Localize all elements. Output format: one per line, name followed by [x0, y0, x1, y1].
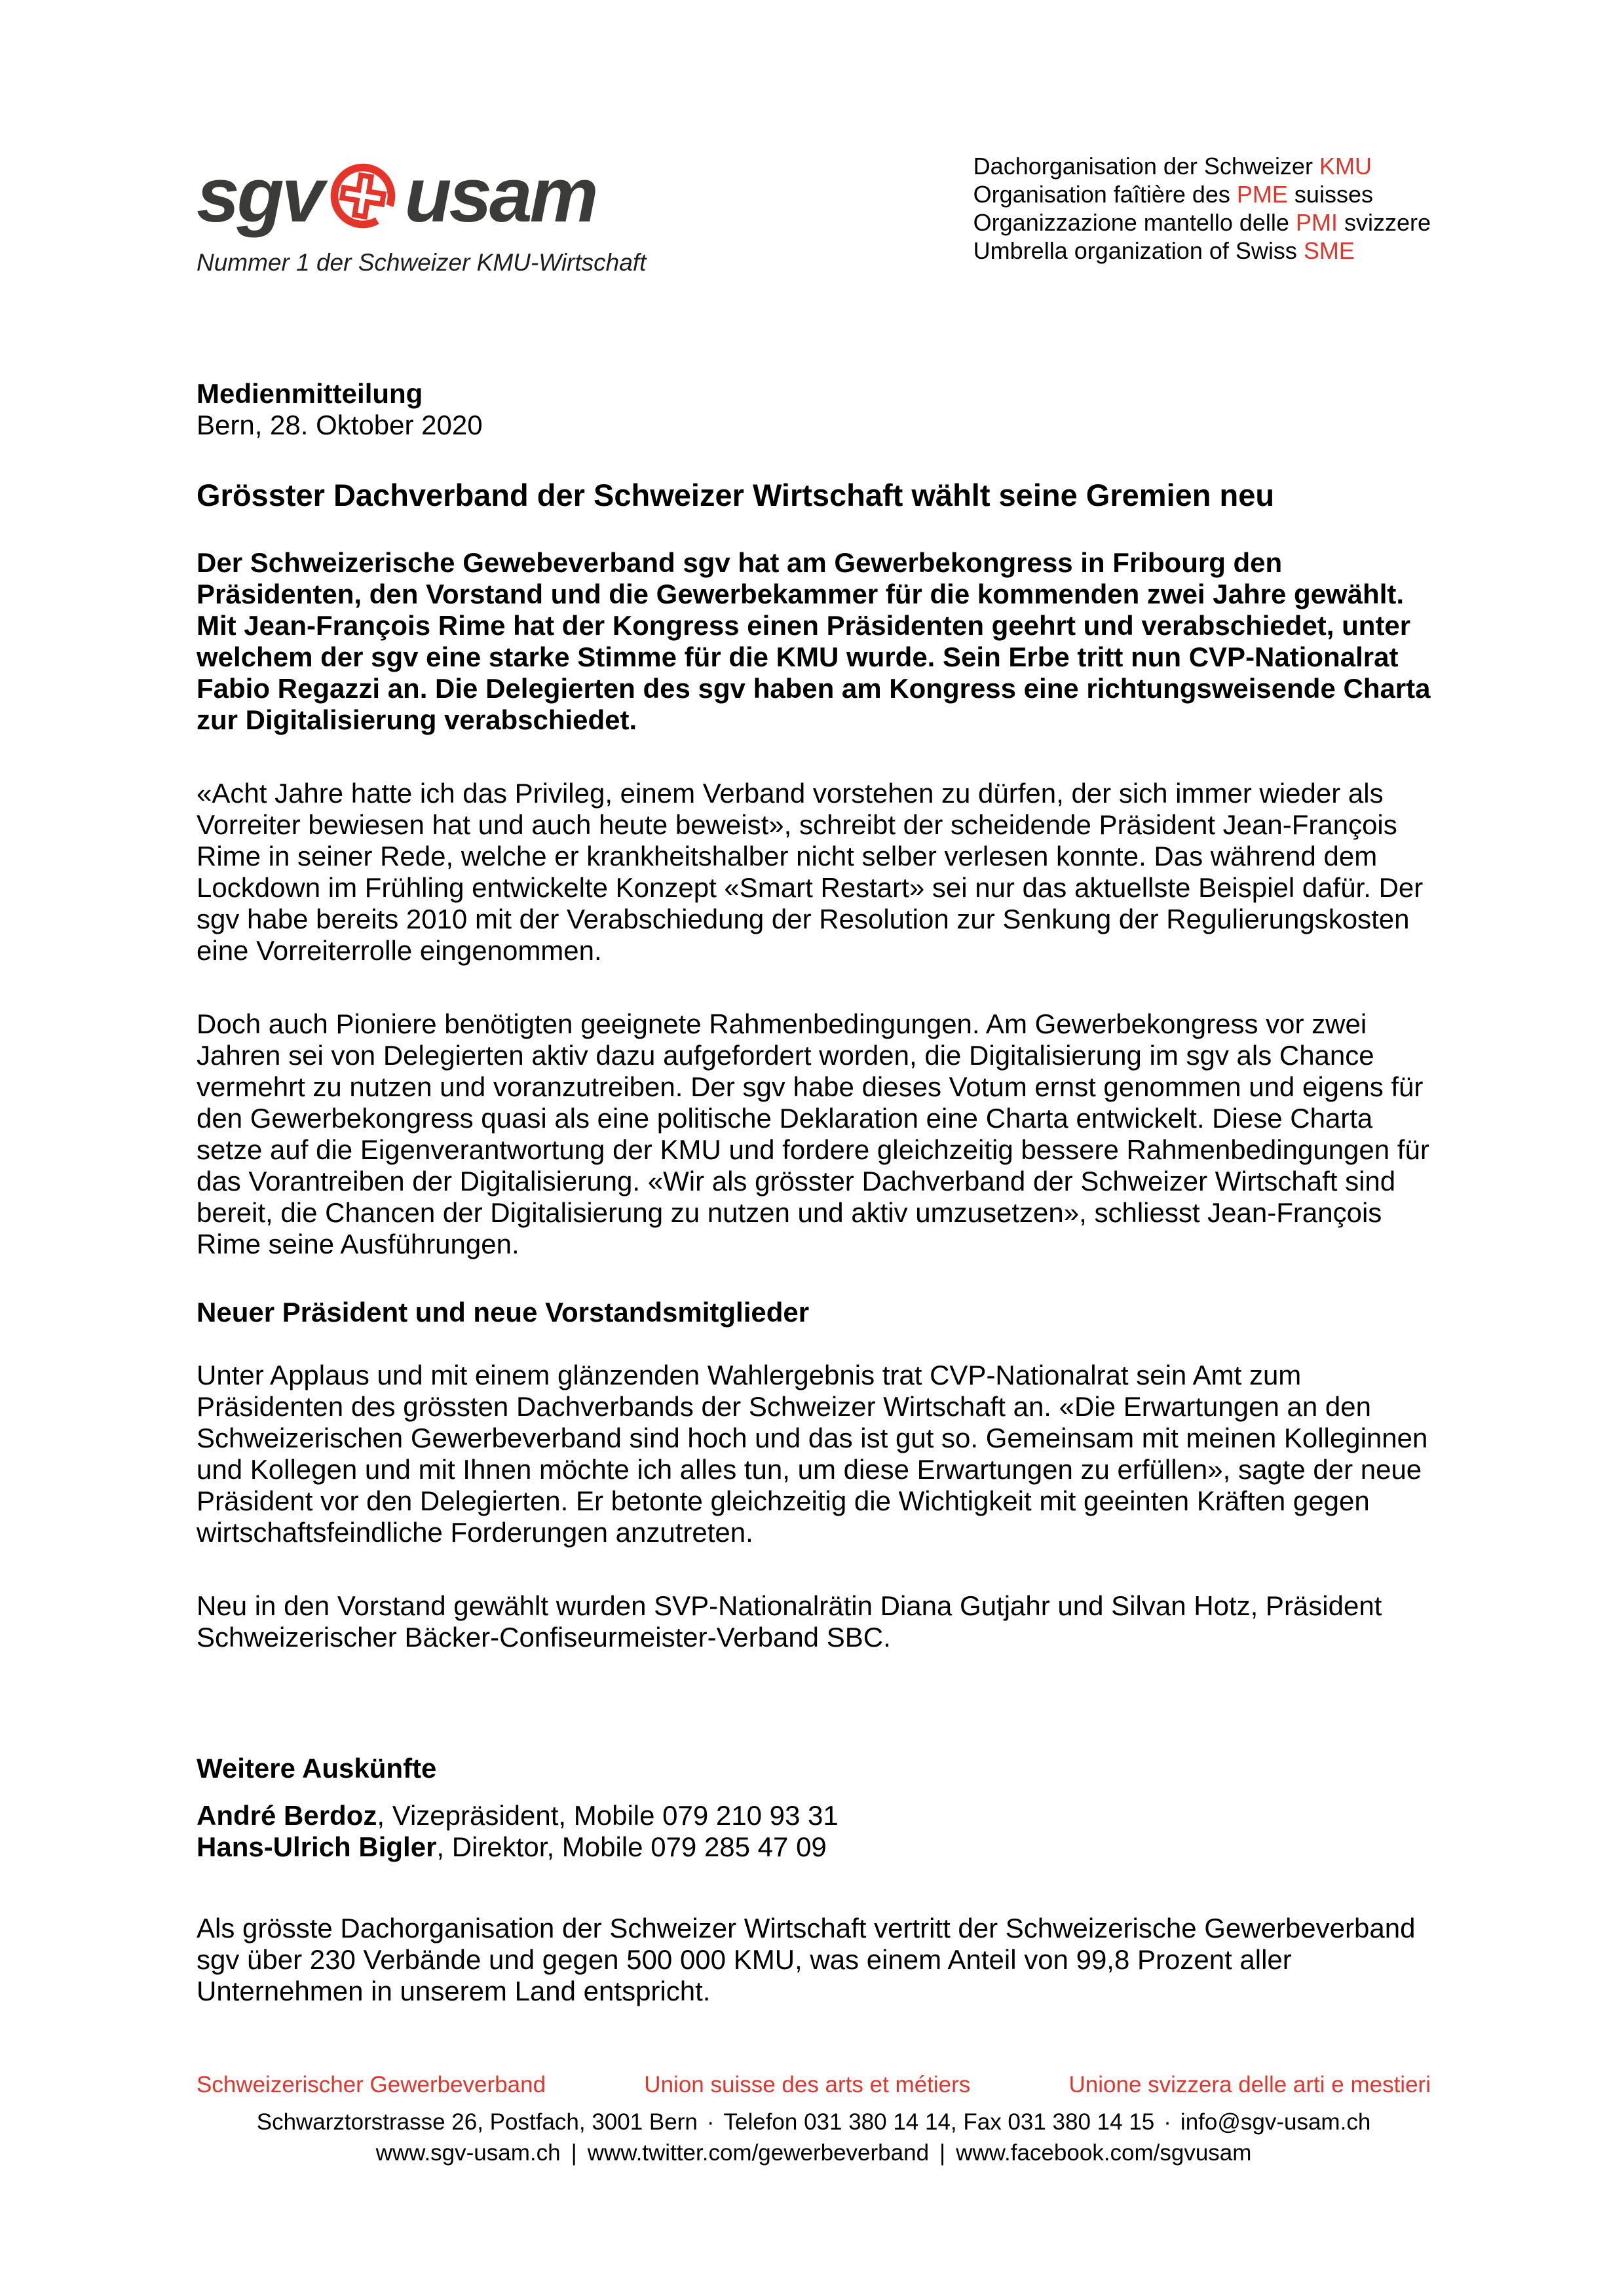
body-paragraph-4: Neu in den Vorstand gewählt wurden SVP-Nationalrätin Diana Gutjahr und Silvan Hotz, Präsident Schweizerischer Bäcker-Confiseurmeister-Verband SBC. [197, 1590, 1382, 1653]
footer-org-de: Schweizerischer Gewerbeverband [197, 2072, 546, 2097]
sgv-usam-logo [197, 151, 646, 278]
section-subhead: Neuer Präsident und neue Vorstandsmitglieder [197, 1297, 810, 1328]
boilerplate-paragraph: Als grösste Dachorganisation der Schweizer Wirtschaft vertritt der Schweizerische Gewerbeverband sgv über 230 Verbände und gegen 500 000 KMU, was einem Anteil von 99,8 Prozent aller Unternehmen in unserem Land entspricht. [197, 1913, 1416, 2006]
org-line-suffix: suisses [1287, 181, 1373, 208]
body-paragraph-2: Doch auch Pioniere benötigten geeignete Rahmenbedingungen. Am Gewerbekongress vor zwei Jahren sei von Delegierten aktiv dazu aufgefordert worden, die Digitalisierung im sgv als Chance vermehrt zu nutzen und voranzutreiben. Der sgv habe dieses Votum ernst genommen und eigens für den Gewerbekongress quasi als eine politische Deklaration eine Charta entwickelt. Diese Charta setze auf die Eigenverantwortung der KMU und fordere gleichzeitig bessere Rahmenbedingungen für das Vorantreiben der Digitalisierung. «Wir als grösster Dachverband der Schweizer Wirtschaft sind bereit, die Chancen der Digitalisierung zu nutzen und aktiv umzusetzen», schliesst Jean-François Rime seine Ausführungen. [197, 1008, 1429, 1259]
footer-facebook-link[interactable]: www.facebook.com/sgvusam [956, 2140, 1252, 2166]
footer-address-line [197, 2108, 1431, 2136]
dateline: Bern, 28. Oktober 2020 [197, 410, 483, 440]
org-line-de [973, 152, 1431, 180]
org-line-abbr: KMU [1319, 153, 1372, 180]
document-type-label: Medienmitteilung [197, 378, 423, 409]
footer-website-link[interactable]: www.sgv-usam.ch [375, 2140, 561, 2166]
contact-name: André Berdoz [197, 1800, 377, 1831]
footer-email-link[interactable]: info@sgv-usam.ch [1180, 2109, 1371, 2135]
org-line-abbr: SME [1303, 237, 1355, 264]
headline: Grösster Dachverband der Schweizer Wirtschaft wählt seine Gremien neu [197, 478, 1275, 512]
body-paragraph-1: «Acht Jahre hatte ich das Privileg, einem Verband vorstehen zu dürfen, der sich immer wieder als Vorreiter bewiesen hat und auch heute beweist», schreibt der scheidende Präsident Jean-François Rime in seiner Rede, welche er krankheitshalber nicht selber verlesen konnte. Das während dem Lockdown im Frühling entwickelte Konzept «Smart Restart» sei nur das aktuellste Beispiel dafür. Der sgv habe bereits 2010 mit der Verabschiedung der Resolution zur Senkung der Regulierungskosten eine Vorreiterrolle eingenommen. [197, 778, 1424, 966]
contact-name: Hans-Ulrich Bigler [197, 1831, 437, 1862]
footer-org-names [197, 2071, 1431, 2099]
org-line-text: Organisation faîtière des [973, 181, 1237, 208]
contact-list [197, 1800, 1431, 1863]
org-descriptions [973, 152, 1431, 265]
footer-twitter-link[interactable]: www.twitter.com/gewerbeverband [587, 2140, 930, 2166]
contact-line [197, 1831, 1431, 1863]
separator-bar: | [571, 2140, 577, 2166]
contact-details: , Vizepräsident, Mobile 079 210 93 31 [377, 1800, 839, 1831]
org-line-text: Dachorganisation der Schweizer [973, 153, 1319, 180]
footer-phone-fax: Telefon 031 380 14 14, Fax 031 380 14 15 [723, 2109, 1155, 2135]
logo-tagline: Nummer 1 der Schweizer KMU-Wirtschaft [197, 249, 647, 276]
page-header [197, 0, 1431, 278]
org-line-text: Organizzazione mantello delle [973, 209, 1296, 236]
org-line-en [973, 237, 1431, 265]
separator-bar: | [939, 2140, 946, 2166]
footer-address: Schwarztorstrasse 26, Postfach, 3001 Bern [256, 2109, 698, 2135]
logo-text-sgv: sgv [197, 152, 322, 239]
org-line-abbr: PMI [1295, 209, 1338, 236]
lead-paragraph: Der Schweizerische Gewebeverband sgv hat am Gewerbekongress in Fribourg den Präsidenten, den Vorstand und die Gewerbekammer für die kommenden zwei Jahre gewählt. Mit Jean-François Rime hat der Kongress einen Präsidenten geehrt und verabschiedet, unter welchem der sgv eine starke Stimme für die KMU wurde. Sein Erbe tritt nun CVP-Nationalrat Fabio Regazzi an. Die Delegierten des sgv haben am Kongress eine richtungsweisende Charta zur Digitalisierung verabschiedet. [197, 547, 1431, 735]
logo-wordmark [197, 151, 646, 240]
org-line-text: Umbrella organization of Swiss [973, 237, 1304, 264]
org-line-suffix: svizzere [1337, 209, 1431, 236]
separator-dot: · [706, 2109, 715, 2135]
footer-org-it: Unione svizzera delle arti e mestieri [1068, 2072, 1431, 2097]
contacts-section [197, 1753, 1431, 1863]
swiss-cross-circle-icon [328, 161, 398, 231]
org-line-it [973, 208, 1431, 237]
contact-details: , Direktor, Mobile 079 285 47 09 [436, 1831, 827, 1862]
org-line-fr [973, 180, 1431, 208]
page-footer [197, 2071, 1431, 2167]
logo-text-usam: usam [404, 152, 596, 239]
contact-line [197, 1800, 1431, 1831]
footer-links-line [197, 2139, 1431, 2167]
footer-org-fr: Union suisse des arts et métiers [644, 2072, 971, 2097]
document-meta [197, 378, 1431, 441]
contacts-heading: Weitere Auskünfte [197, 1753, 437, 1784]
body-paragraph-3: Unter Applaus und mit einem glänzenden Wahlergebnis trat CVP-Nationalrat sein Amt zum Präsidenten des grössten Dachverbands der Schweizer Wirtschaft an. «Die Erwartungen an den Schweizerischen Gewerbeverband sind hoch und das ist gut so. Gemeinsam mit meinen Kolleginnen und Kollegen und mit Ihnen möchte ich alles tun, um diese Erwartungen zu erfüllen», sagte der neue Präsident vor den Delegierten. Er betonte gleichzeitig die Wichtigkeit mit geeinten Kräften gegen wirtschaftsfeindliche Forderungen anzutreten. [197, 1360, 1428, 1548]
org-line-abbr: PME [1236, 181, 1288, 208]
separator-dot: · [1163, 2109, 1171, 2135]
